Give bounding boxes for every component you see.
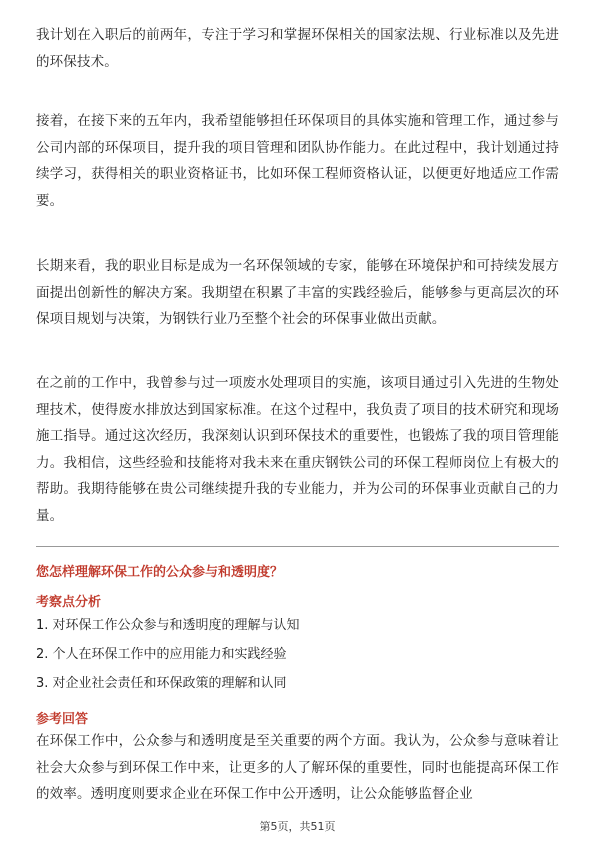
- analysis-point: 2. 个人在环保工作中的应用能力和实践经验: [36, 647, 287, 662]
- page-number: 第5页，共51页: [259, 820, 336, 833]
- analysis-heading: 考察点分析: [36, 595, 102, 610]
- paragraph-plan-five-years: 接着，在接下来的五年内，我希望能够担任环保项目的具体实施和管理工作，通过参与公司内部的环保项目，提升我的项目管理和团队协作能力。在此过程中，我计划通过持续学习，获得相关的职业资格证书，比如环保工程师资格认证，以便更好地适应工作需要。: [36, 113, 559, 209]
- section-divider: [36, 546, 559, 547]
- interview-question: 您怎样理解环保工作的公众参与和透明度？: [36, 565, 284, 580]
- analysis-point: 3. 对企业社会责任和环保政策的理解和认同: [36, 676, 287, 691]
- answer-heading: 参考回答: [36, 712, 89, 727]
- paragraph-plan-first-years: 我计划在入职后的前两年，专注于学习和掌握环保相关的国家法规、行业标准以及先进的环保技术。: [36, 27, 559, 70]
- paragraph-long-term-goal: 长期来看，我的职业目标是成为一名环保领域的专家，能够在环境保护和可持续发展方面提出创新性的解决方案。我期望在积累了丰富的实践经验后，能够参与更高层次的环保项目规划与决策，为钢铁行业乃至整个社会的环保事业做出贡献。: [36, 258, 559, 327]
- paragraph-past-experience: 在之前的工作中，我曾参与过一项废水处理项目的实施，该项目通过引入先进的生物处理技术，使得废水排放达到国家标准。在这个过程中，我负责了项目的技术研究和现场施工指导。通过这次经历，我深刻认识到环保技术的重要性，也锻炼了我的项目管理能力。我相信，这些经验和技能将对我未来在重庆钢铁公司的环保工程师岗位上有极大的帮助。我期待能够在贵公司继续提升我的专业能力，并为公司的环保事业贡献自己的力量。: [36, 375, 559, 524]
- analysis-point: 1. 对环保工作公众参与和透明度的理解与认知: [36, 618, 300, 633]
- analysis-points: [36, 611, 300, 698]
- answer-text: 在环保工作中，公众参与和透明度是至关重要的两个方面。我认为，公众参与意味着让社会大众参与到环保工作中来，让更多的人了解环保的重要性，同时也能提高环保工作的效率。透明度则要求企业在环保工作中公开透明，让公众能够监督企业: [36, 733, 559, 802]
